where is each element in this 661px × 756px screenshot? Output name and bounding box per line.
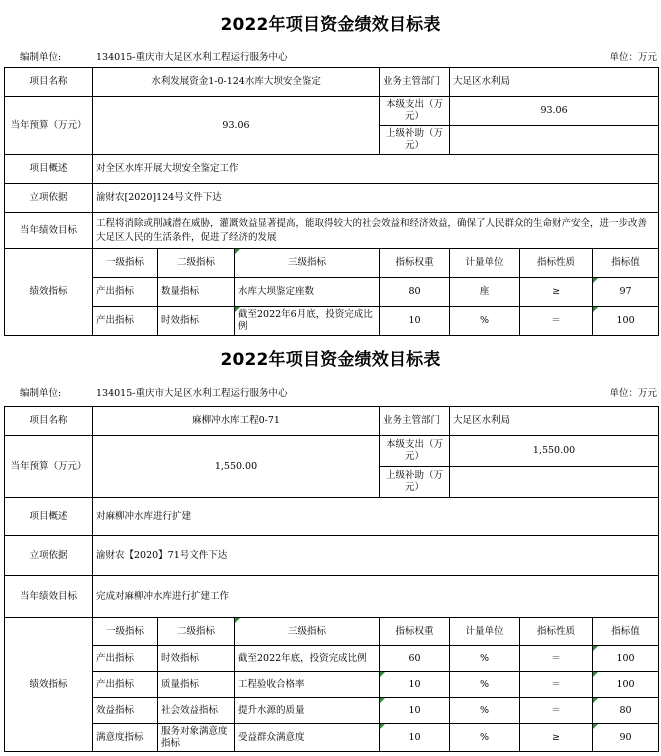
level2-cell: 服务对象满意度指标 — [158, 724, 235, 752]
level2-cell: 质量指标 — [158, 672, 235, 698]
indicator-header: 一级指标 — [93, 249, 158, 278]
level3-cell: 水库大坝鉴定座数 — [235, 278, 380, 307]
indicator-header: 二级指标 — [158, 249, 235, 278]
label-upper-subsidy: 上级补助（万元） — [380, 126, 450, 155]
indicator-header: 指标性质 — [520, 618, 593, 646]
basis-value: 渝财农【2020】71号文件下达 — [93, 536, 659, 576]
level1-cell: 产出指标 — [93, 307, 158, 336]
label-dept: 业务主管部门 — [380, 407, 450, 436]
dept-value: 大足区水利局 — [450, 407, 659, 436]
label-overview: 项目概述 — [5, 155, 93, 184]
indicator-header: 指标权重 — [380, 249, 450, 278]
level2-cell: 数量指标 — [158, 278, 235, 307]
nature-cell: ＝ — [520, 307, 593, 336]
currency-unit: 单位：万元 — [609, 52, 657, 63]
upper-subsidy-value — [450, 126, 659, 155]
indicator-row — [5, 672, 659, 698]
unit-prefix: 编制单位: — [20, 388, 62, 399]
label-performance: 绩效指标 — [5, 618, 93, 752]
level2-cell: 社会效益指标 — [158, 698, 235, 724]
indicator-row — [5, 698, 659, 724]
unit-value: 134015-重庆市大足区水利工程运行服务中心 — [96, 52, 288, 63]
label-overview: 项目概述 — [5, 498, 93, 536]
level2-cell: 时效指标 — [158, 646, 235, 672]
overview-value: 对全区水库开展大坝安全鉴定工作 — [93, 155, 659, 184]
indicator-header: 计量单位 — [450, 618, 520, 646]
budget-value: 93.06 — [93, 97, 380, 155]
weight-cell: 10 — [380, 698, 450, 724]
project-name-value: 麻柳冲水库工程0-71 — [93, 407, 380, 436]
nature-cell: ＝ — [520, 698, 593, 724]
indicator-header: 三级指标 — [235, 618, 380, 646]
label-basis: 立项依据 — [5, 536, 93, 576]
value-cell: 90 — [593, 724, 659, 752]
weight-cell: 80 — [380, 278, 450, 307]
label-goal: 当年绩效目标 — [5, 213, 93, 249]
upper-subsidy-value — [450, 467, 659, 498]
unit-cell: % — [450, 307, 520, 336]
goal-value: 工程将消除或削减潜在威胁，灌溉效益显著提高，能取得较大的社会效益和经济效益，确保了人民群众的生命财产安全，进一步改善大足区人民的生活条件，促进了经济的发展 — [93, 213, 659, 249]
value-cell: 80 — [593, 698, 659, 724]
label-upper-subsidy: 上级补助（万元） — [380, 467, 450, 498]
nature-cell: ＝ — [520, 672, 593, 698]
unit-cell: 座 — [450, 278, 520, 307]
label-dept: 业务主管部门 — [380, 68, 450, 97]
indicator-header: 指标值 — [593, 249, 659, 278]
value-cell: 100 — [593, 646, 659, 672]
unit-prefix: 编制单位: — [20, 52, 62, 63]
nature-cell: ≥ — [520, 278, 593, 307]
performance-table — [4, 67, 659, 336]
level1-cell: 产出指标 — [93, 646, 158, 672]
label-local-expense: 本级支出（万元） — [380, 97, 450, 126]
level1-cell: 产出指标 — [93, 278, 158, 307]
goal-value: 完成对麻柳冲水库进行扩建工作 — [93, 576, 659, 618]
performance-table — [4, 406, 659, 752]
value-cell: 100 — [593, 307, 659, 336]
label-budget: 当年预算（万元） — [5, 97, 93, 155]
local-expense-value: 1,550.00 — [450, 436, 659, 467]
indicator-header: 指标值 — [593, 618, 659, 646]
level3-cell: 工程验收合格率 — [235, 672, 380, 698]
unit-cell: % — [450, 646, 520, 672]
indicator-header: 三级指标 — [235, 249, 380, 278]
sheet-title: 2022年项目资金绩效目标表 — [220, 15, 441, 35]
weight-cell: 10 — [380, 724, 450, 752]
nature-cell: ≥ — [520, 724, 593, 752]
unit-cell: % — [450, 698, 520, 724]
indicator-header: 指标性质 — [520, 249, 593, 278]
unit-cell: % — [450, 724, 520, 752]
currency-unit: 单位：万元 — [609, 388, 657, 399]
unit-cell: % — [450, 672, 520, 698]
level1-cell: 满意度指标 — [93, 724, 158, 752]
indicator-row — [5, 724, 659, 752]
overview-value: 对麻柳冲水库进行扩建 — [93, 498, 659, 536]
sheet-title: 2022年项目资金绩效目标表 — [220, 350, 441, 370]
local-expense-value: 93.06 — [450, 97, 659, 126]
level3-cell: 截至2022年6月底，投资完成比例 — [235, 307, 380, 336]
label-basis: 立项依据 — [5, 184, 93, 213]
indicator-header: 一级指标 — [93, 618, 158, 646]
indicator-header: 二级指标 — [158, 618, 235, 646]
unit-value: 134015-重庆市大足区水利工程运行服务中心 — [96, 388, 288, 399]
indicator-row — [5, 646, 659, 672]
weight-cell: 10 — [380, 672, 450, 698]
label-project-name: 项目名称 — [5, 407, 93, 436]
label-budget: 当年预算（万元） — [5, 436, 93, 498]
nature-cell: ＝ — [520, 646, 593, 672]
level2-cell: 时效指标 — [158, 307, 235, 336]
indicator-header: 指标权重 — [380, 618, 450, 646]
level3-cell: 提升水源的质量 — [235, 698, 380, 724]
label-local-expense: 本级支出（万元） — [380, 436, 450, 467]
indicator-row — [5, 307, 659, 336]
indicator-row — [5, 278, 659, 307]
label-performance: 绩效指标 — [5, 249, 93, 336]
level1-cell: 效益指标 — [93, 698, 158, 724]
label-goal: 当年绩效目标 — [5, 576, 93, 618]
value-cell: 97 — [593, 278, 659, 307]
value-cell: 100 — [593, 672, 659, 698]
indicator-header: 计量单位 — [450, 249, 520, 278]
basis-value: 渝财农[2020]124号文件下达 — [93, 184, 659, 213]
dept-value: 大足区水利局 — [450, 68, 659, 97]
level3-cell: 截至2022年底，投资完成比例 — [235, 646, 380, 672]
weight-cell: 10 — [380, 307, 450, 336]
level3-cell: 受益群众满意度 — [235, 724, 380, 752]
label-project-name: 项目名称 — [5, 68, 93, 97]
budget-value: 1,550.00 — [93, 436, 380, 498]
weight-cell: 60 — [380, 646, 450, 672]
project-name-value: 水利发展资金1-0-124水库大坝安全鉴定 — [93, 68, 380, 97]
level1-cell: 产出指标 — [93, 672, 158, 698]
